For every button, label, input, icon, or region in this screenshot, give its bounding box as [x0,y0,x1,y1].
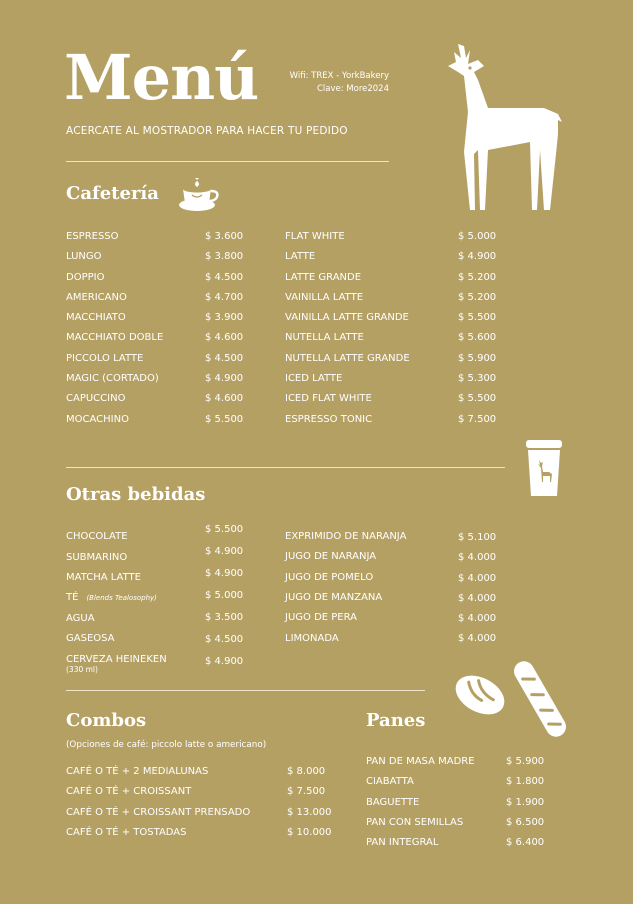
item-price: $ 8.000 [287,766,326,777]
item-name: VAINILLA LATTE GRANDE [285,312,409,323]
item-price: $ 5.100 [458,532,497,543]
item-name: CHOCOLATE [66,531,128,542]
item-name: PAN INTEGRAL [366,837,439,848]
tea-item [66,592,157,603]
item-name: MACCHIATO [66,312,126,323]
item-name: LIMONADA [285,633,339,644]
divider [66,161,389,162]
item-price: $ 5.000 [458,231,497,242]
deer-icon [444,42,566,212]
item-name: LATTE GRANDE [285,272,362,283]
item-name: ESPRESSO [66,231,119,242]
item-name: SUBMARINO [66,552,128,563]
wifi-info [229,70,389,96]
item-name: JUGO DE POMELO [285,572,374,583]
item-name: MATCHA LATTE [66,572,141,583]
wifi-network: Wifi: TREX - YorkBakery [289,71,389,81]
item-price: $ 1.800 [506,776,545,787]
item-price: $ 4.900 [205,568,244,579]
combos-note: (Opciones de café: piccolo latte o americano) [66,740,267,750]
otras-list-right [285,531,505,661]
item-price: $ 5.500 [458,393,497,404]
item-price: $ 4.700 [205,292,244,303]
item-price: $ 5.200 [458,272,497,283]
list-item [66,231,119,242]
item-name: PICCOLO LATTE [66,353,144,364]
takeaway-cup-icon [524,438,564,498]
item-price: $ 5.900 [458,353,497,364]
item-price: $ 4.000 [458,593,497,604]
bread-icon [450,655,568,743]
item-name: TÉ [66,592,79,603]
item-price: $ 3.600 [205,231,244,242]
item-price: $ 4.000 [458,573,497,584]
item-name: NUTELLA LATTE [285,332,364,343]
cafeteria-list-left [66,231,256,431]
item-name: JUGO DE MANZANA [285,592,383,603]
panes-list [366,756,566,856]
item-name: PAN DE MASA MADRE [366,756,475,767]
item-name: CERVEZA HEINEKEN [66,654,167,665]
item-price: $ 3.900 [205,312,244,323]
item-name: MAGIC (CORTADO) [66,373,159,384]
item-name: CAFÉ O TÉ + TOSTADAS [66,827,187,838]
cafeteria-list-right [285,231,505,431]
section-title-cafeteria: Cafetería [66,183,159,204]
item-name: AMERICANO [66,292,127,303]
item-name: JUGO DE PERA [285,612,357,623]
item-note: (Blends Tealosophy) [86,594,157,602]
item-name: CAFÉ O TÉ + CROISSANT [66,786,192,797]
item-price: $ 5.200 [458,292,497,303]
section-title-otras-bebidas: Otras bebidas [66,484,206,505]
item-name: MACCHIATO DOBLE [66,332,164,343]
item-price: $ 3.800 [205,251,244,262]
item-price: $ 6.500 [506,817,545,828]
item-price: $ 5.000 [205,590,244,601]
divider [66,467,505,468]
item-name: EXPRIMIDO DE NARANJA [285,531,407,542]
item-price: $ 3.500 [205,612,244,623]
item-price: $ 4.900 [205,656,244,667]
item-price: $ 5.500 [205,524,244,535]
beer-item [66,654,167,674]
wifi-password: Clave: More2024 [316,84,389,94]
item-price: $ 4.600 [205,393,244,404]
item-name: ESPRESSO TONIC [285,414,373,425]
divider [66,690,425,691]
order-instruction: ACERCATE AL MOSTRADOR PARA HACER TU PEDIDO [66,125,348,137]
otras-list-left [66,524,256,684]
item-name: CAPUCCINO [66,393,126,404]
item-name: MOCACHINO [66,414,129,425]
coffee-cup-icon [178,175,220,217]
item-price: $ 1.900 [506,797,545,808]
menu-title: Menú [64,41,259,114]
item-price: $ 7.500 [458,414,497,425]
item-price: $ 4.000 [458,613,497,624]
item-name: CIABATTA [366,776,414,787]
item-name: FLAT WHITE [285,231,345,242]
item-price: $ 7.500 [287,786,326,797]
item-price: $ 4.500 [205,634,244,645]
item-price: $ 4.500 [205,353,244,364]
item-name: DOPPIO [66,272,105,283]
section-title-combos: Combos [66,710,147,731]
item-name: LUNGO [66,251,102,262]
item-price: $ 5.500 [205,414,244,425]
item-name: ICED LATTE [285,373,343,384]
item-price: $ 5.600 [458,332,497,343]
item-price: $ 4.900 [205,546,244,557]
section-title-panes: Panes [366,710,426,731]
item-price: $ 4.500 [205,272,244,283]
item-price: $ 4.000 [458,552,497,563]
combos-list [66,766,346,846]
item-price: $ 13.000 [287,807,332,818]
item-price: $ 5.300 [458,373,497,384]
item-price: $ 4.900 [458,251,497,262]
item-note: (330 ml) [66,665,98,674]
item-price: $ 5.900 [506,756,545,767]
item-name: VAINILLA LATTE [285,292,364,303]
item-name: AGUA [66,613,95,624]
item-name: ICED FLAT WHITE [285,393,372,404]
item-price: $ 4.900 [205,373,244,384]
item-price: $ 5.500 [458,312,497,323]
item-name: CAFÉ O TÉ + CROISSANT PRENSADO [66,807,251,818]
item-price: $ 6.400 [506,837,545,848]
item-name: GASEOSA [66,633,115,644]
item-name: PAN CON SEMILLAS [366,817,464,828]
item-price: $ 4.000 [458,633,497,644]
item-name: JUGO DE NARANJA [285,551,377,562]
item-price: $ 4.600 [205,332,244,343]
item-name: CAFÉ O TÉ + 2 MEDIALUNAS [66,766,209,777]
item-price: $ 10.000 [287,827,332,838]
item-name: BAGUETTE [366,797,420,808]
item-name: LATTE [285,251,316,262]
item-name: NUTELLA LATTE GRANDE [285,353,410,364]
